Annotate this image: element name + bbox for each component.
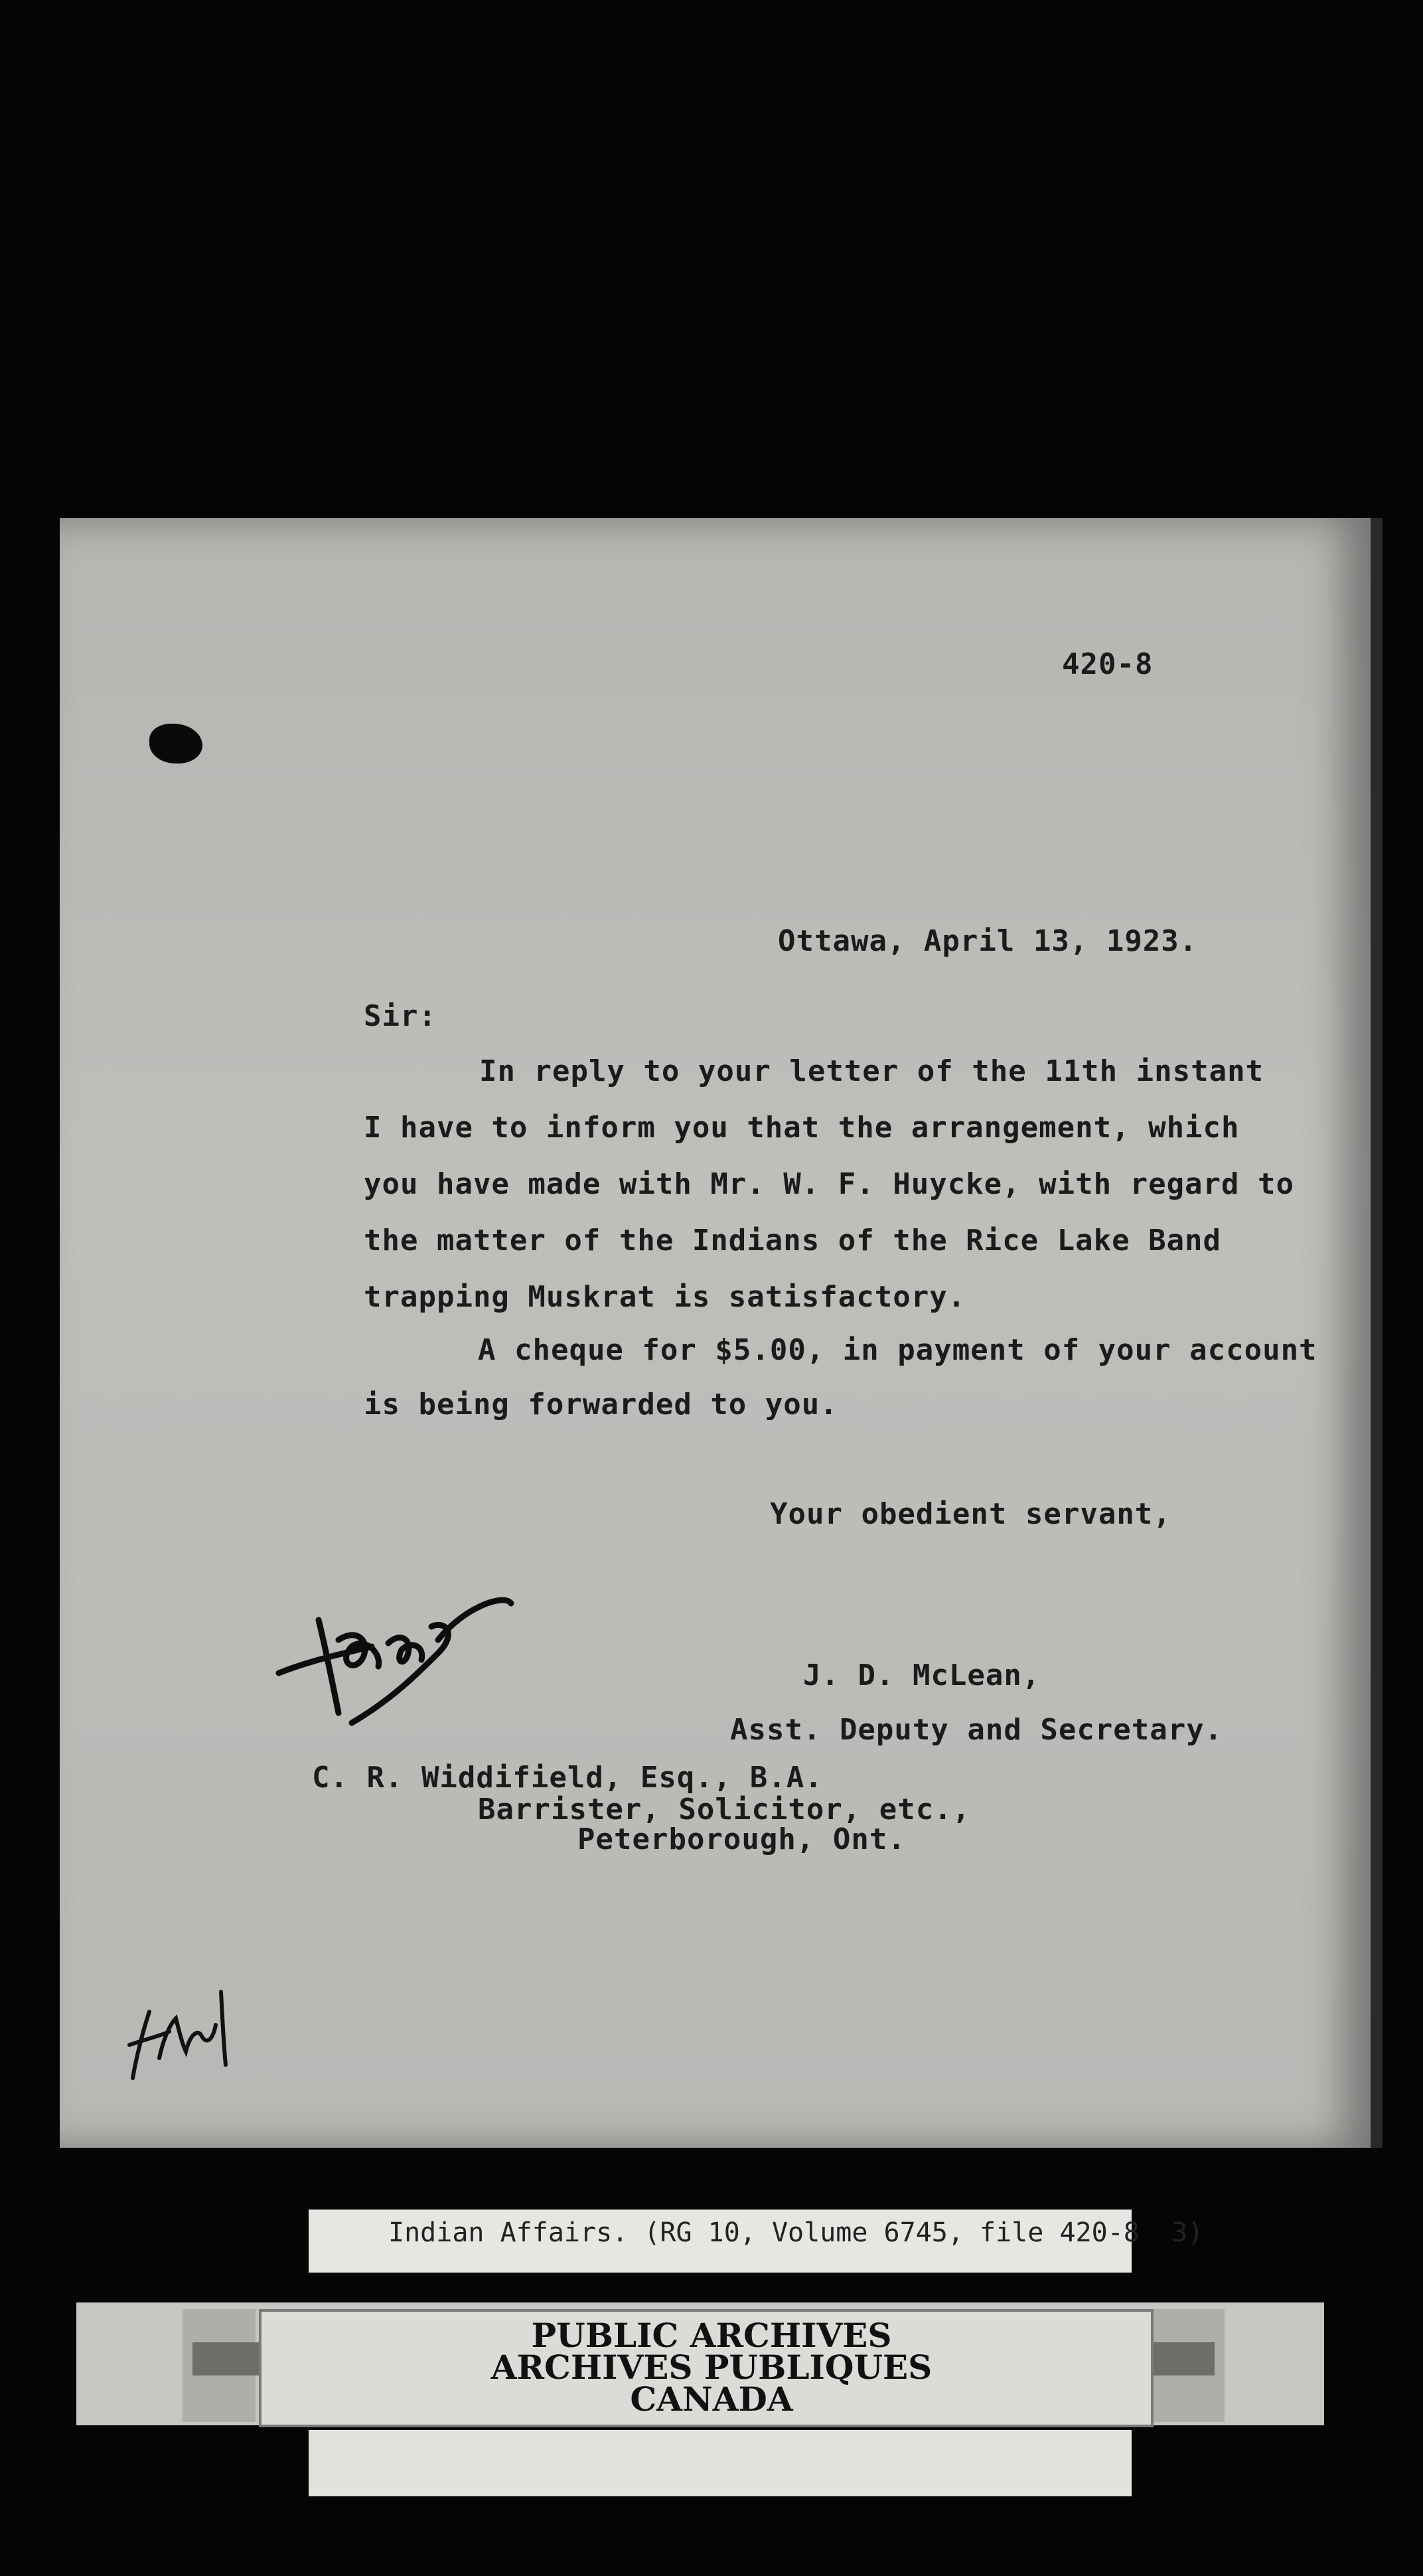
signer-name: J. D. McLean, [803,1658,1041,1692]
signature [272,1580,518,1733]
body-line: trapping Muskrat is satisfactory. [364,1280,966,1314]
signer-title: Asst. Deputy and Secretary. [730,1713,1223,1747]
bottom-label [309,2430,1132,2496]
stamp-line: PUBLIC ARCHIVES [531,2316,892,2355]
stamp-line: CANADA [630,2379,793,2419]
handwritten-initials [123,1978,242,2091]
salutation: Sir: [364,999,437,1033]
recipient-occupation: Barrister, Solicitor, etc., [478,1793,971,1826]
recipient-city: Peterborough, Ont. [577,1822,906,1856]
stamp-line: ARCHIVES PUBLIQUES [490,2348,933,2387]
closing: Your obedient servant, [770,1497,1171,1531]
body-line: In reply to your letter of the 11th instant [479,1054,1264,1088]
body-line: is being forwarded to you. [364,1388,838,1421]
recipient-name: C. R. Widdifield, Esq., B.A. [312,1761,823,1795]
body-line: you have made with Mr. W. F. Huycke, with regard to [364,1167,1295,1201]
body-line: the matter of the Indians of the Rice Lake Band [364,1224,1222,1257]
archive-reference: Indian Affairs. (RG 10, Volume 6745, file 420-8 3) [388,2217,1204,2248]
file-number: 420-8 [1062,647,1154,681]
body-line: I have to inform you that the arrangement, which [364,1111,1240,1145]
body-line: A cheque for $5.00, in payment of your account [478,1333,1317,1367]
place-date: Ottawa, April 13, 1923. [778,924,1198,958]
